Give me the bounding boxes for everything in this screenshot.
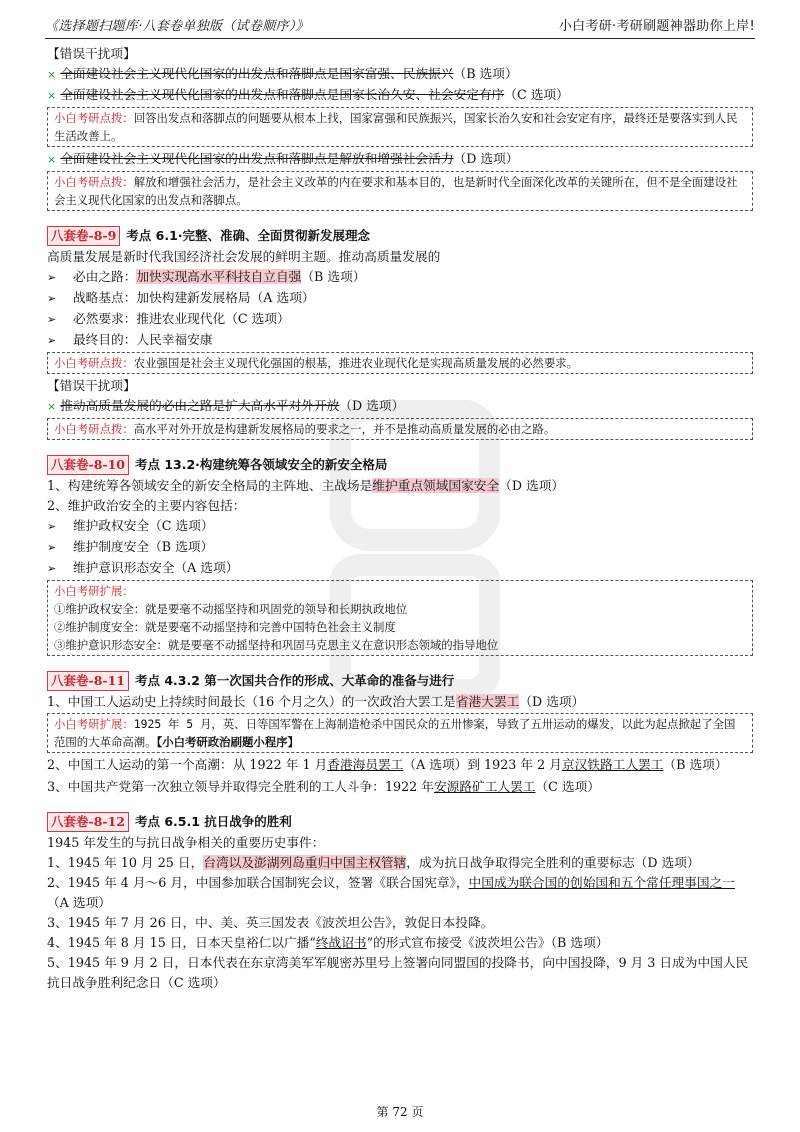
- tip-label: 小白考研点拨：: [54, 111, 134, 125]
- tip-label: 小白考研点拨：: [54, 422, 134, 436]
- extension-item: ③维护意识形态安全：就是要毫不动摇坚持和巩固马克思主义在意识形态领域的指导地位: [54, 638, 499, 652]
- extension-item: ②维护制度安全：就是要毫不动摇坚持和完善中国特色社会主义制度: [54, 620, 396, 634]
- extension-label: 小白考研扩展：: [54, 584, 134, 598]
- underlined-answer: 京汉铁路工人罢工: [561, 757, 664, 772]
- section-title: 考点 6.1·完整、准确、全面贯彻新发展理念: [126, 228, 371, 243]
- wrong-option: × 全面建设社会主义现代化国家的出发点和落脚点是国家富强、民族振兴（B 选项）: [47, 66, 518, 81]
- paragraph: 1、构建统筹各领域安全的新安全格局的主阵地、主战场是维护重点领域国家安全（D 选项）: [47, 478, 565, 493]
- section-title: 考点 6.5.1 抗日战争的胜利: [134, 814, 292, 829]
- paragraph: 2、维护政治安全的主要内容包括：: [47, 498, 246, 513]
- bullet-item: ➢ 维护政权安全（C 选项）: [47, 516, 753, 537]
- paragraph: 1945 年发生的与抗日战争相关的重要历史事件：: [47, 835, 325, 850]
- section-title: 考点 4.3.2 第一次国共合作的形成、大革命的准备与进行: [134, 673, 455, 688]
- bullet-item: ➢ 维护制度安全（B 选项）: [47, 537, 753, 558]
- cross-icon: ×: [47, 68, 57, 81]
- question-tag: 八套卷-8-10: [47, 455, 129, 475]
- bullet-item: ➢ 必由之路：加快实现高水平科技自立自强（B 选项）: [47, 267, 753, 288]
- section-heading: [47, 811, 753, 833]
- page-content: [47, 44, 753, 993]
- section-heading: [47, 454, 753, 476]
- arrow-bullet-icon: ➢: [47, 562, 57, 575]
- distractor-heading: 【错误干扰项】: [47, 378, 136, 393]
- arrow-bullet-icon: ➢: [47, 292, 57, 305]
- tip-text: 高水平对外开放是构建新发展格局的要求之一，并不是推动高质量发展的必由之路。: [133, 422, 556, 436]
- extension-label: 小白考研扩展：: [54, 717, 134, 731]
- cross-icon: ×: [47, 89, 57, 102]
- paragraph: 3、中国共产党第一次独立领导并取得完全胜利的工人斗争：1922 年安源路矿工人罢工（C 选项）: [47, 779, 600, 794]
- highlighted-answer: 维护重点领域国家安全: [372, 478, 500, 493]
- cross-icon: ×: [47, 400, 57, 413]
- paragraph: 1、1945 年 10 月 25 日，台湾以及澎湖列岛重归中国主权管辖，成为抗日战争取得完全胜利的重要标志（D 选项）: [47, 855, 700, 870]
- tip-box: [47, 107, 753, 147]
- section-title: 考点 13.2·构建统筹各领域安全的新安全格局: [134, 457, 388, 472]
- question-tag: 八套卷-8-9: [47, 226, 120, 246]
- wrong-option: × 推动高质量发展的必由之路是扩大高水平对外开放（D 选项）: [47, 398, 405, 413]
- tip-text: 农业强国是社会主义现代化强国的根基，推进农业现代化是实现高质量发展的必然要求。: [133, 356, 578, 370]
- underlined-answer: 安源路矿工人罢工: [433, 779, 536, 794]
- section-heading: [47, 225, 753, 247]
- header-slogan: 小白考研·考研刷题神器助你上岸!: [558, 19, 755, 34]
- tip-label: 小白考研点拨：: [54, 356, 134, 370]
- underlined-answer: 香港海员罢工: [327, 757, 404, 772]
- tip-label: 小白考研点拨：: [54, 175, 134, 189]
- underlined-answer: 终战诏书: [315, 935, 367, 950]
- tip-box: [47, 418, 753, 440]
- highlighted-answer: 省港大罢工: [455, 694, 520, 709]
- header-book-title: 《选择题扫题库·八套卷单独版（试卷顺序）》: [45, 19, 309, 34]
- cross-icon: ×: [47, 153, 57, 166]
- wrong-option: × 全面建设社会主义现代化国家的出发点和落脚点是国家长治久安、社会安定有序（C 选项）: [47, 87, 569, 102]
- arrow-bullet-icon: ➢: [47, 271, 57, 284]
- bullet-item: ➢ 维护意识形态安全（A 选项）: [47, 558, 753, 579]
- question-tag: 八套卷-8-12: [47, 812, 129, 832]
- paragraph: 1、中国工人运动史上持续时间最长（16 个月之久）的一次政治大罢工是省港大罢工（D 选项）: [47, 694, 585, 709]
- wrong-option: × 全面建设社会主义现代化国家的出发点和落脚点是解放和增强社会活力（D 选项）: [47, 151, 519, 166]
- paragraph: 3、1945 年 7 月 26 日，中、美、英三国发表《波茨坦公告》，敦促日本投降。: [47, 915, 494, 930]
- paragraph: 2、中国工人运动的第一个高潮：从 1922 年 1 月香港海员罢工（A 选项）到 1923 年 2 月京汉铁路工人罢工（B 选项）: [47, 757, 728, 772]
- highlighted-answer: 加快实现高水平科技自立自强: [136, 269, 302, 284]
- distractor-heading: 【错误干扰项】: [47, 46, 136, 61]
- highlighted-answer: 台湾以及澎湖列岛重归中国主权管辖: [203, 855, 407, 870]
- extension-item: ①维护政权安全：就是要毫不动摇坚持和巩固党的领导和长期执政地位: [54, 602, 408, 616]
- page-number: 第 72 页: [376, 1105, 424, 1119]
- extension-promo: 【小白考研政治刷题小程序】: [156, 735, 299, 749]
- extension-box: [47, 713, 753, 753]
- page-header: [45, 13, 755, 35]
- bullet-item: ➢ 战略基点：加快构建新发展格局（A 选项）: [47, 288, 753, 309]
- question-tag: 八套卷-8-11: [47, 671, 129, 691]
- bullet-item: ➢ 必然要求：推进农业现代化（C 选项）: [47, 309, 753, 330]
- tip-box: [47, 171, 753, 211]
- paragraph: 高质量发展是新时代我国经济社会发展的鲜明主题。推动高质量发展的: [47, 249, 441, 264]
- arrow-bullet-icon: ➢: [47, 313, 57, 326]
- arrow-bullet-icon: ➢: [47, 334, 57, 347]
- arrow-bullet-icon: ➢: [47, 541, 57, 554]
- paragraph: 2、1945 年 4 月～6 月，中国参加联合国制宪会议，签署《联合国宪章》，中国成为联合国的创始国和五个常任理事国之一（A 选项）: [47, 875, 735, 910]
- paragraph: 5、1945 年 9 月 2 日，日本代表在东京湾美军军舰密苏里号上签署向同盟国的投降书，向中国投降，9 月 3 日成为中国人民抗日战争胜利纪念日（C 选项）: [47, 955, 749, 990]
- section-heading: [47, 670, 753, 692]
- extension-box: [47, 580, 753, 656]
- paragraph: 4、1945 年 8 月 15 日，日本天皇裕仁以广播“终战诏书”的形式宣布接受《波茨坦公告》（B 选项）: [47, 935, 609, 950]
- arrow-bullet-icon: ➢: [47, 520, 57, 533]
- tip-text: 回答出发点和落脚点的问题要从根本上找，国家富强和民族振兴，国家长治久安和社会安定有序，最终还是要落实到人民生活改善上。: [54, 111, 738, 143]
- underlined-answer: 中国成为联合国的创始国和五个常任理事国之一: [468, 875, 735, 890]
- tip-box: [47, 352, 753, 374]
- bullet-item: ➢ 最终目的：人民幸福安康: [47, 330, 753, 351]
- extension-text: 1925 年 5 月，英、日等国军警在上海制造枪杀中国民众的五卅惨案，导致了五卅运动的爆发，以此为起点掀起了全国范围的大革命高潮。: [54, 717, 736, 749]
- header-divider: [45, 38, 755, 39]
- tip-text: 解放和增强社会活力，是社会主义改革的内在要求和基本目的，也是新时代全面深化改革的关键所在，但不是全面建设社会主义现代化国家的出发点和落脚点。: [54, 175, 738, 207]
